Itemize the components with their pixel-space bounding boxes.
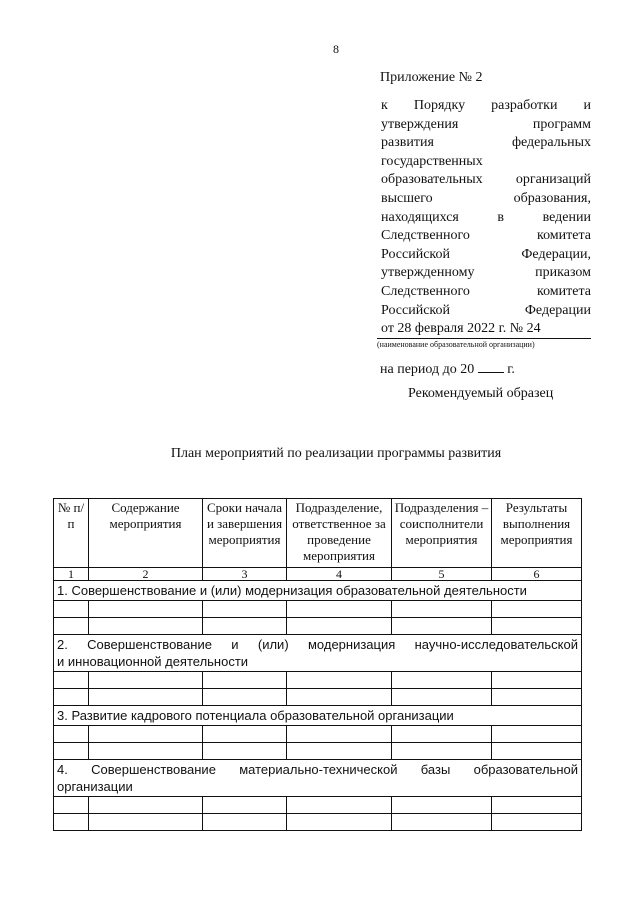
table-cell[interactable] (203, 601, 287, 618)
table-cell[interactable] (392, 726, 492, 743)
table-cell[interactable] (54, 618, 89, 635)
table-cell[interactable] (89, 689, 203, 706)
period-year-blank (478, 359, 504, 373)
section-heading-line: организации (57, 779, 133, 794)
appendix-line (381, 283, 591, 302)
table-cell[interactable] (492, 814, 582, 831)
table-row (54, 601, 582, 618)
table-cell[interactable] (287, 689, 392, 706)
table-cell[interactable] (203, 618, 287, 635)
org-name-caption: (наименование образовательной организации) (377, 340, 535, 349)
header-responsible: Подразделение, ответственное за проведение мероприятия (287, 499, 392, 568)
appendix-word: комитета (536, 283, 591, 299)
table-cell[interactable] (89, 672, 203, 689)
appendix-word: к (381, 98, 388, 113)
appendix-word: Российской (381, 302, 450, 318)
appendix-line (381, 246, 591, 265)
table-cell[interactable] (203, 814, 287, 831)
table-cell[interactable] (54, 743, 89, 760)
table-cell[interactable] (287, 618, 392, 635)
table-cell[interactable] (492, 797, 582, 814)
table-cell[interactable] (54, 726, 89, 743)
header-dates: Сроки начала и завершения мероприятия (203, 499, 287, 568)
appendix-word: программ (532, 116, 591, 132)
table-cell[interactable] (54, 814, 89, 831)
section-heading-line: и инновационной деятельности (57, 654, 249, 669)
table-cell[interactable] (392, 689, 492, 706)
table-cell[interactable] (392, 814, 492, 831)
table-cell[interactable] (54, 601, 89, 618)
table-row (54, 689, 582, 706)
table-cell[interactable] (203, 797, 287, 814)
appendix-line (381, 320, 591, 339)
table-cell[interactable] (492, 743, 582, 760)
appendix-word: организаций (515, 172, 591, 188)
section-heading-line: 2. Совершенствование и (или) модернизация научно-исследовательской (57, 637, 578, 652)
table-cell[interactable] (54, 797, 89, 814)
section-row (54, 760, 582, 797)
table-cell[interactable] (203, 672, 287, 689)
period-suffix: г. (507, 362, 515, 377)
appendix-line (381, 209, 591, 228)
appendix-word: утверждения (381, 116, 459, 132)
org-name-line (377, 338, 591, 339)
appendix-word: развития (381, 135, 434, 151)
table-cell[interactable] (392, 672, 492, 689)
appendix-word: высшего (381, 190, 433, 206)
appendix-word: Российской (381, 246, 450, 262)
appendix-word: Следственного (381, 228, 470, 244)
header-coexecutors: Подразделения – соисполнители мероприятия (392, 499, 492, 568)
appendix-word: приказом (535, 265, 591, 281)
table-cell[interactable] (287, 601, 392, 618)
table-cell[interactable] (492, 689, 582, 706)
page-number: 8 (333, 42, 339, 56)
appendix-word: Федерации, (521, 246, 591, 262)
table-cell[interactable] (392, 618, 492, 635)
section-heading (54, 581, 582, 601)
table-cell[interactable] (392, 797, 492, 814)
table-cell[interactable] (203, 743, 287, 760)
appendix-word: Следственного (381, 283, 470, 299)
table-row (54, 672, 582, 689)
appendix-word: федеральных (511, 135, 591, 151)
table-row (54, 743, 582, 760)
section-row (54, 581, 582, 601)
appendix-line (381, 153, 591, 172)
table-cell[interactable] (89, 797, 203, 814)
table-row (54, 618, 582, 635)
appendix-line (381, 97, 591, 116)
table-cell[interactable] (287, 672, 392, 689)
appendix-line (381, 116, 591, 135)
appendix-line (381, 264, 591, 283)
column-number: 1 (54, 568, 89, 581)
table-cell[interactable] (89, 726, 203, 743)
section-heading (54, 635, 582, 672)
plan-title: План мероприятий по реализации программы развития (170, 446, 502, 461)
section-heading-line: 3. Развитие кадрового потенциала образовательной организации (57, 708, 454, 723)
appendix-reference-text (381, 97, 591, 339)
appendix-word: Федерации (524, 302, 591, 318)
header-content: Содержание мероприятия (89, 499, 203, 568)
section-heading-line: 1. Совершенствование и (или) модернизация образовательной деятельности (57, 583, 527, 598)
table-cell[interactable] (54, 672, 89, 689)
column-number: 3 (203, 568, 287, 581)
table-cell[interactable] (492, 672, 582, 689)
appendix-word: от 28 февраля 2022 г. № 24 (381, 321, 541, 337)
column-number: 5 (392, 568, 492, 581)
table-cell[interactable] (392, 601, 492, 618)
section-heading (54, 706, 582, 726)
column-number-row (54, 568, 582, 581)
table-cell[interactable] (89, 743, 203, 760)
table-cell[interactable] (287, 726, 392, 743)
appendix-word: Порядку (413, 98, 466, 113)
appendix-title: Приложение № 2 (380, 70, 483, 85)
section-heading-line: 4. Совершенствование материально-технической базы образовательной (57, 762, 578, 777)
plan-table (53, 498, 582, 831)
table-cell[interactable] (203, 689, 287, 706)
table-cell[interactable] (203, 726, 287, 743)
sample-label: Рекомендуемый образец (408, 386, 554, 401)
table-row (54, 814, 582, 831)
column-number: 4 (287, 568, 392, 581)
table-cell[interactable] (89, 618, 203, 635)
period-prefix: на период до 20 (380, 362, 475, 377)
appendix-word: в (497, 209, 505, 225)
section-heading (54, 760, 582, 797)
header-number: № п/п (54, 499, 89, 568)
appendix-word: разработки (491, 98, 558, 113)
section-row (54, 706, 582, 726)
table-row (54, 726, 582, 743)
table-cell[interactable] (54, 689, 89, 706)
table-cell[interactable] (287, 797, 392, 814)
header-results: Результаты выполнения мероприятия (492, 499, 582, 568)
column-number: 6 (492, 568, 582, 581)
appendix-line (381, 302, 591, 321)
appendix-word: государственных (381, 153, 483, 169)
appendix-word: и (583, 98, 591, 113)
table-cell[interactable] (89, 814, 203, 831)
appendix-line (381, 134, 591, 153)
table-row (54, 797, 582, 814)
appendix-word: образовательных (381, 172, 483, 188)
section-row (54, 635, 582, 672)
appendix-line (381, 190, 591, 209)
appendix-word: комитета (536, 228, 591, 244)
table-cell[interactable] (492, 601, 582, 618)
table-cell[interactable] (287, 743, 392, 760)
appendix-line (381, 171, 591, 190)
table-cell[interactable] (287, 814, 392, 831)
appendix-word: ведении (542, 209, 591, 225)
appendix-word: находящихся (381, 209, 459, 225)
table-cell[interactable] (392, 743, 492, 760)
period-line (380, 359, 515, 378)
appendix-word: образования, (513, 190, 591, 206)
appendix-line (381, 227, 591, 246)
table-cell[interactable] (89, 601, 203, 618)
appendix-word: утвержденному (381, 265, 475, 281)
table-cell[interactable] (492, 726, 582, 743)
column-number: 2 (89, 568, 203, 581)
table-header-row (54, 499, 582, 568)
table-cell[interactable] (492, 618, 582, 635)
